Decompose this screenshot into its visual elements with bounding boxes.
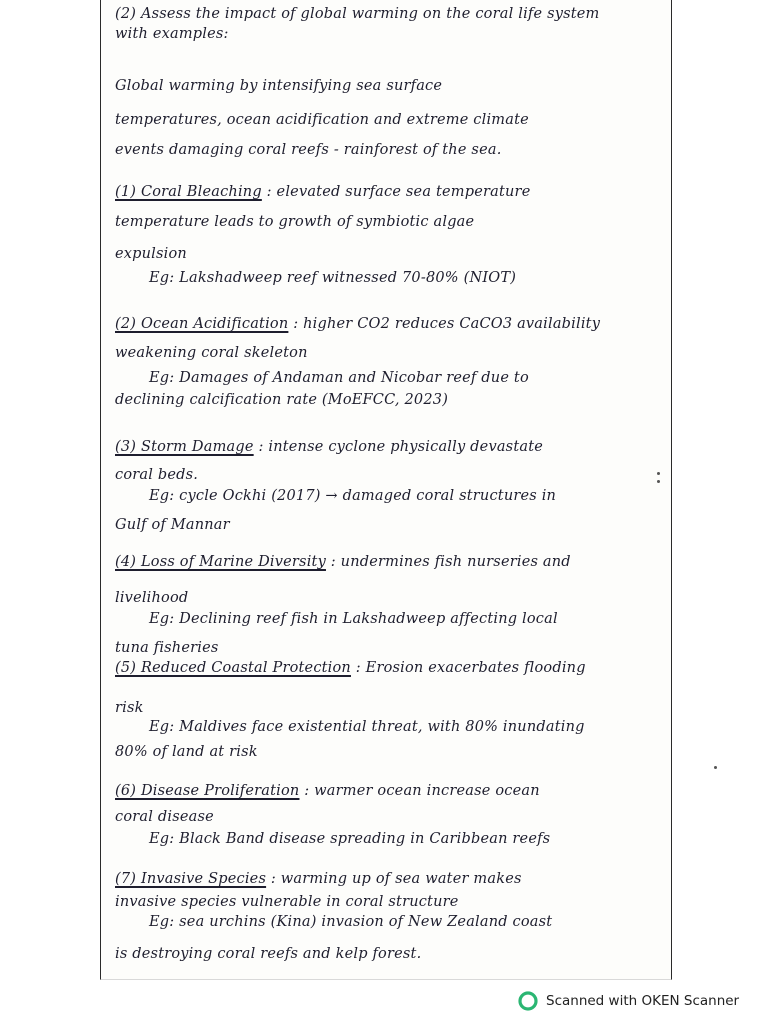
point-6-text-2: coral disease (115, 809, 214, 825)
point-6-text-1: : warmer ocean increase ocean (304, 783, 540, 799)
point-6-example: Eg: Black Band disease spreading in Caribbean reefs (149, 831, 551, 847)
point-2-example-1: Eg: Damages of Andaman and Nicobar reef due to (149, 370, 529, 386)
scanned-page (100, 0, 672, 980)
point-5-text-1: : Erosion exacerbates flooding (355, 660, 586, 676)
point-5-example-2: 80% of land at risk (115, 744, 258, 760)
point-5-example-1: Eg: Maldives face existential threat, with 80% inundating (149, 719, 585, 735)
point-4-example-1: Eg: Declining reef fish in Lakshadweep affecting local (149, 611, 558, 627)
point-4-heading: (4) Loss of Marine Diversity (115, 554, 326, 570)
scanner-label: Scanned with OKEN Scanner (546, 993, 740, 1009)
point-7-example-2: is destroying coral reefs and kelp forest. (115, 946, 422, 962)
intro-line-3: events damaging coral reefs - rainforest of the sea. (115, 142, 502, 158)
intro-line-2: temperatures, ocean acidification and extreme climate (115, 112, 529, 128)
point-4-example-2: tuna fisheries (115, 640, 219, 656)
point-7-heading: (7) Invasive Species (115, 871, 267, 887)
point-1-heading: (1) Coral Bleaching (115, 184, 262, 200)
point-4-text-1: : undermines fish nurseries and (330, 554, 571, 570)
point-7-text-1: : warming up of sea water makes (270, 871, 522, 887)
point-5-text-2: risk (115, 700, 144, 716)
point-7-line-1 (115, 869, 661, 889)
scan-speck (714, 766, 717, 769)
scanner-watermark (518, 990, 739, 1012)
point-2-text-2: weakening coral skeleton (115, 345, 308, 361)
point-3-example-1: Eg: cycle Ockhi (2017) → damaged coral structures in (149, 488, 557, 504)
oken-scanner-logo-icon (518, 991, 538, 1011)
point-4-line-1 (115, 552, 661, 572)
point-3-line-1 (115, 437, 661, 457)
point-1-line-1 (115, 182, 661, 202)
point-5-line-1 (115, 658, 661, 678)
point-6-line-1 (115, 781, 661, 801)
point-2-text-1: : higher CO2 reduces CaCO3 availability (293, 316, 601, 332)
point-6-heading: (6) Disease Proliferation (115, 783, 300, 799)
point-1-example: Eg: Lakshadweep reef witnessed 70-80% (NIOT) (149, 270, 517, 286)
point-3-heading: (3) Storm Damage (115, 439, 254, 455)
point-1-text-2: temperature leads to growth of symbiotic algae (115, 214, 475, 230)
point-2-line-1 (115, 314, 661, 334)
point-3-example-2: Gulf of Mannar (115, 517, 230, 533)
point-1-text-3: expulsion (115, 246, 187, 262)
point-5-heading: (5) Reduced Coastal Protection (115, 660, 351, 676)
question-heading: (2) Assess the impact of global warming on the coral life system with examples: (115, 6, 600, 42)
point-1-text-1: : elevated surface sea temperature (266, 184, 531, 200)
point-4-text-2: livelihood (115, 590, 189, 606)
scan-speck (657, 472, 660, 475)
point-2-heading: (2) Ocean Acidification (115, 316, 289, 332)
point-3-text-2: coral beds. (115, 467, 199, 483)
point-7-text-2: invasive species vulnerable in coral structure (115, 894, 459, 910)
intro-line-1: Global warming by intensifying sea surface (115, 78, 443, 94)
scan-speck (657, 480, 660, 483)
point-7-example-1: Eg: sea urchins (Kina) invasion of New Zealand coast (149, 914, 553, 930)
point-3-text-1: : intense cyclone physically devastate (258, 439, 543, 455)
point-2-example-2: declining calcification rate (MoEFCC, 2023) (115, 392, 449, 408)
